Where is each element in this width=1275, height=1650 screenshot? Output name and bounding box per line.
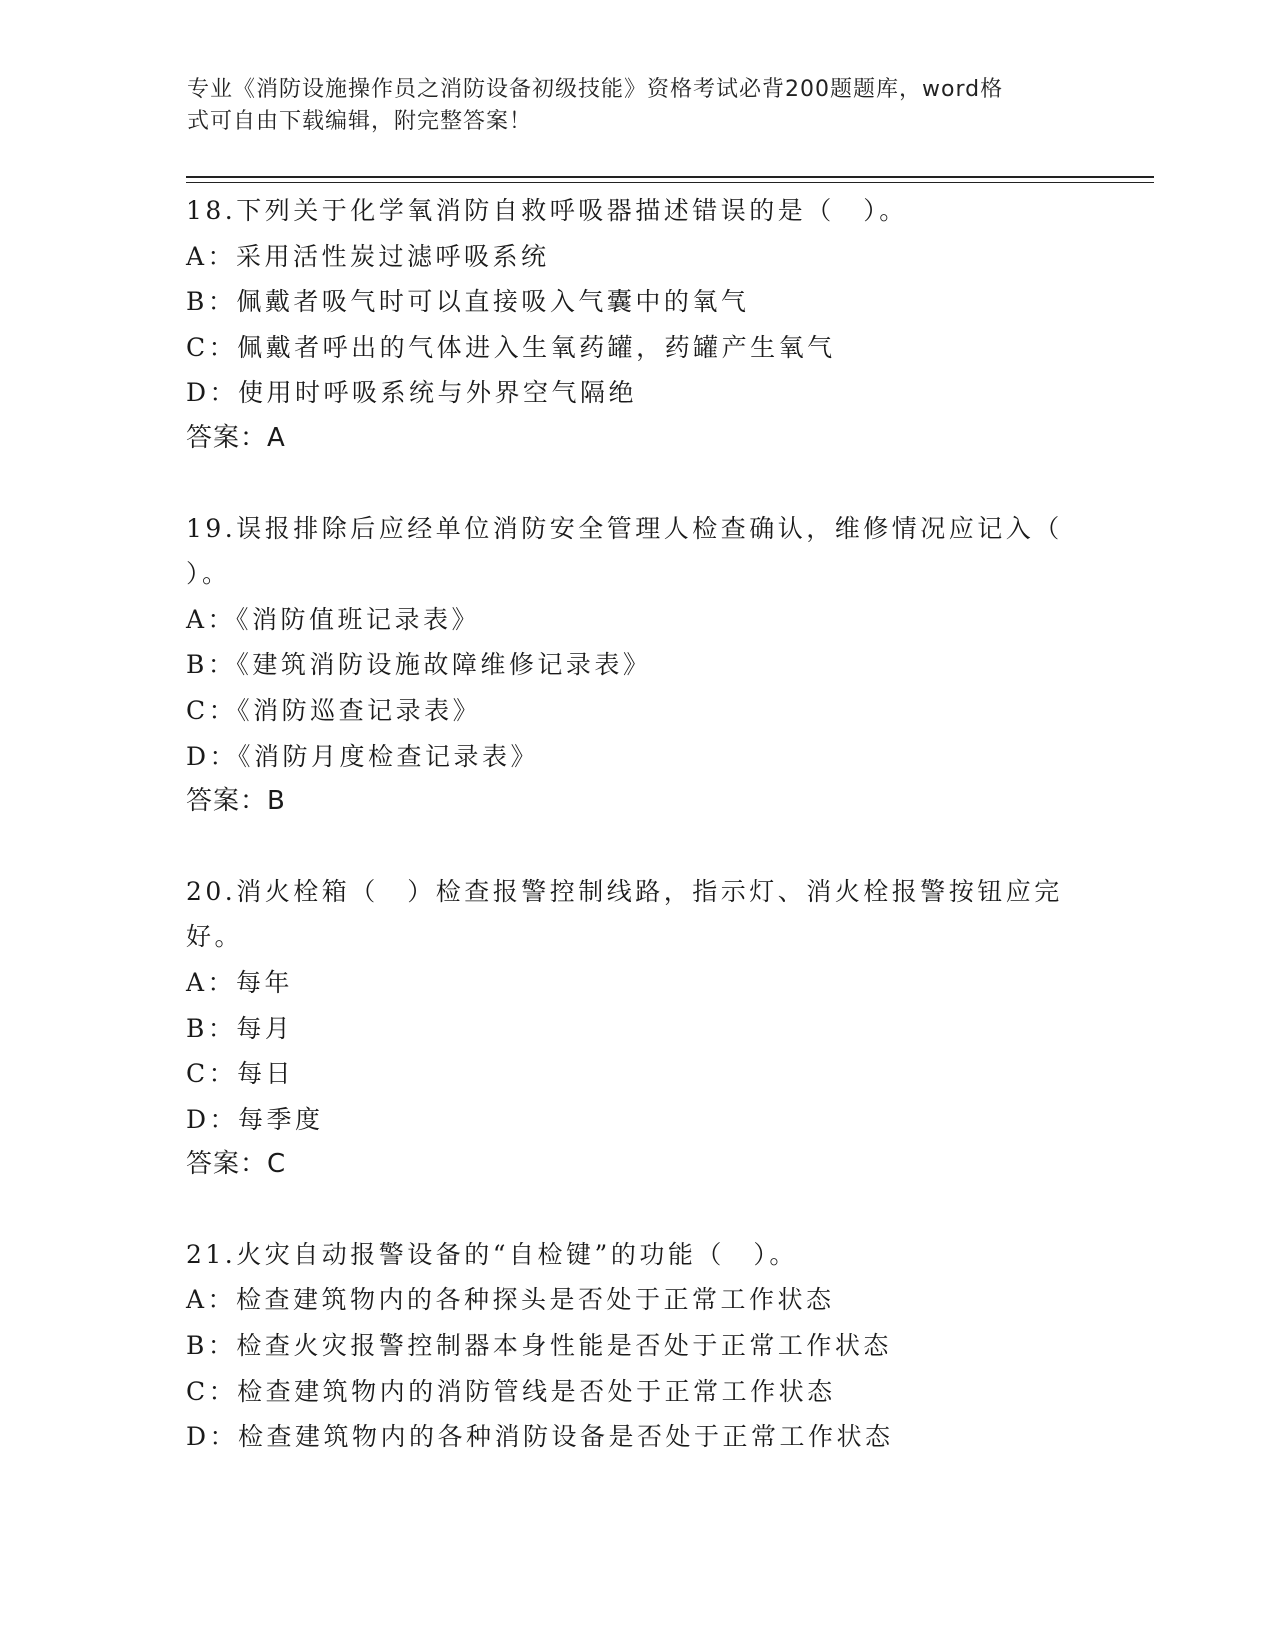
option-a: A：《消防值班记录表》 bbox=[186, 604, 481, 634]
option-d: D：每季度 bbox=[186, 1104, 324, 1134]
option-c: C：检查建筑物内的消防管线是否处于正常工作状态 bbox=[186, 1376, 836, 1406]
option-c: C：佩戴者呼出的气体进入生氧药罐，药罐产生氧气 bbox=[186, 332, 836, 362]
question-stem: 18.下列关于化学氧消防自救呼吸器描述错误的是（ ）。 bbox=[186, 196, 908, 225]
option-b: B：《建筑消防设施故障维修记录表》 bbox=[186, 650, 652, 680]
option-d: D：检查建筑物内的各种消防设备是否处于正常工作状态 bbox=[186, 1422, 894, 1452]
question-list bbox=[186, 188, 1086, 1460]
option-b: B：每月 bbox=[186, 1013, 294, 1043]
option-d: D：《消防月度检查记录表》 bbox=[186, 741, 540, 771]
option-d: D：使用时呼吸系统与外界空气隔绝 bbox=[186, 378, 638, 408]
option-a: A：采用活性炭过滤呼吸系统 bbox=[186, 241, 550, 271]
question-gap bbox=[186, 462, 1086, 506]
option-b: B：佩戴者吸气时可以直接吸入气囊中的氧气 bbox=[186, 287, 750, 317]
option-b: B：检查火灾报警控制器本身性能是否处于正常工作状态 bbox=[186, 1331, 892, 1361]
header-rule-thick bbox=[186, 176, 1154, 178]
question-18 bbox=[186, 188, 1086, 462]
header-line-2: 式可自由下载编辑，附完整答案！ bbox=[187, 109, 533, 134]
option-c: C：《消防巡查记录表》 bbox=[186, 695, 482, 725]
answer-label: 答案：A bbox=[186, 422, 286, 453]
question-gap bbox=[186, 825, 1086, 869]
question-stem: 19.误报排除后应经单位消防安全管理人检查确认，维修情况应记入（ bbox=[186, 513, 1063, 543]
answer-label: 答案：B bbox=[186, 786, 286, 817]
question-stem: 20.消火栓箱（ ）检查报警控制线路，指示灯、消火栓报警按钮应完 bbox=[186, 876, 1063, 906]
question-stem-continued: ）。 bbox=[186, 559, 231, 589]
header-line-1: 专业《消防设施操作员之消防设备初级技能》资格考试必背200题题库，word格 bbox=[187, 77, 1004, 102]
option-a: A：每年 bbox=[186, 967, 294, 997]
question-stem: 21.火灾自动报警设备的“自检键”的功能（ ）。 bbox=[186, 1239, 798, 1269]
question-19 bbox=[186, 506, 1086, 825]
answer-label: 答案：C bbox=[186, 1149, 287, 1180]
option-a: A：检查建筑物内的各种探头是否处于正常工作状态 bbox=[186, 1285, 835, 1315]
question-gap bbox=[186, 1188, 1086, 1232]
question-stem-continued: 好。 bbox=[186, 922, 244, 952]
document-header bbox=[187, 74, 1087, 138]
option-c: C：每日 bbox=[186, 1059, 295, 1089]
question-20 bbox=[186, 869, 1086, 1188]
question-21 bbox=[186, 1232, 1086, 1460]
header-rule-thin bbox=[186, 182, 1154, 183]
